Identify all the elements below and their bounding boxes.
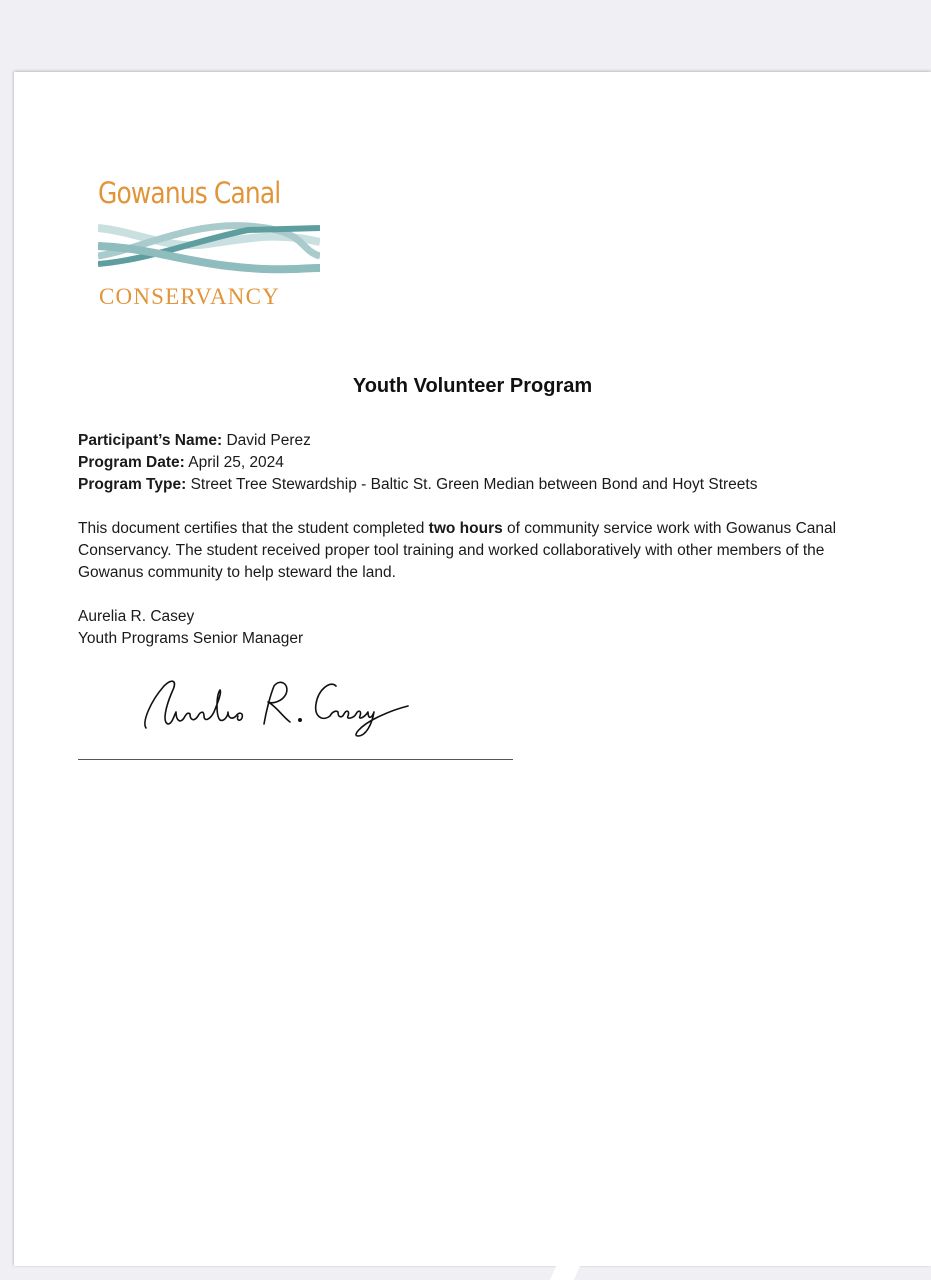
logo-waves-icon bbox=[98, 220, 320, 280]
field-label: Program Date: bbox=[78, 454, 185, 471]
field-label: Participant’s Name: bbox=[78, 432, 223, 449]
handwritten-signature bbox=[140, 672, 410, 742]
program-type-row bbox=[78, 474, 757, 496]
participant-info bbox=[78, 430, 757, 496]
signer-name: Aurelia R. Casey bbox=[78, 608, 195, 625]
program-type: Street Tree Stewardship - Baltic St. Green Median between Bond and Hoyt Streets bbox=[190, 476, 758, 493]
logo-wordmark-bottom: CONSERVANCY bbox=[99, 284, 280, 309]
signature-line bbox=[78, 759, 513, 760]
logo-wordmark-top: Gowanus Canal bbox=[98, 176, 281, 210]
body-text-after: of community service work with Gowanus Canal Conservancy. The student received proper tool training and worked collaboratively with other members of the Gowanus community to help steward the land. bbox=[78, 520, 837, 581]
document-page bbox=[14, 72, 931, 1266]
field-label: Program Type: bbox=[78, 476, 187, 493]
page-tear-mark bbox=[548, 1266, 580, 1280]
body-text-bold: two hours bbox=[428, 520, 503, 537]
participant-name: David Perez bbox=[226, 432, 311, 449]
program-date: April 25, 2024 bbox=[188, 454, 284, 471]
program-date-row bbox=[78, 452, 757, 474]
signer-block bbox=[78, 606, 303, 650]
participant-name-row bbox=[78, 430, 757, 452]
organization-logo bbox=[98, 176, 320, 312]
signer-title: Youth Programs Senior Manager bbox=[78, 630, 304, 647]
certification-paragraph bbox=[78, 518, 868, 584]
document-title: Youth Volunteer Program bbox=[352, 375, 593, 397]
body-text-before: This document certifies that the student completed bbox=[78, 520, 429, 537]
